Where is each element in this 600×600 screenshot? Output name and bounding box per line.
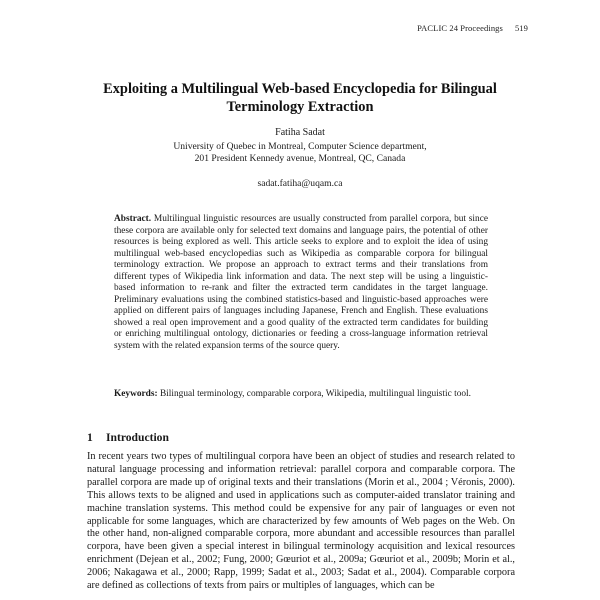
paper-title: Exploiting a Multilingual Web-based Encyclopedia for Bilingual Terminology Extraction (103, 81, 497, 115)
section-heading (87, 431, 169, 444)
section-body: In recent years two types of multilingual corpora have been an object of studies and research related to natural language processing and information retrieval: parallel corpora and comparable corpora. The parallel corpora are made up of original texts and their translations (Morin et al., 2004 ; Véronis, 2000). This allows texts to be aligned and used in applications such as computer-aided translator training and machine translation systems. This method could be expensive for any pair of languages or even not applicable for some languages, which are characterized by few amounts of Web pages on the Web. On the other hand, non-aligned comparable corpora, more abundant and accessible resources than parallel corpora, have been given a special interest in bilingual terminology acquisition and lexical resources enrichment (Dejean et al., 2002; Fung, 2000; Gœuriot et al., 2009a; Gœuriot et al., 2009b; Morin et al., 2006; Nakagawa et al., 2000; Rapp, 1999; Sadat et al., 2003; Sadat et al., 2004). Comparable corpora are defined as collections of texts from pairs or multiples of languages, which can be (87, 451, 515, 592)
author-email: sadat.fatiha@uqam.ca (257, 178, 343, 189)
keywords-text: Bilingual terminology, comparable corpora, Wikipedia, multilingual linguistic tool. (159, 389, 471, 399)
affiliation-line-1: University of Quebec in Montreal, Computer Science department, (173, 141, 427, 152)
abstract-text: Multilingual linguistic resources are usually constructed from parallel corpora, but since these corpora are available only for selected text domains and language pairs, the potential of other resources is being explored as well. This article seeks to explore and to exploit the idea of using multilingual web-based encyclopedias such as Wikipedia as comparable corpora for bilingual terminology extraction. We propose an approach to extract terms and their translations from different types of Wikipedia link information and data. The next step will be using a linguistic-based information to re-rank and filter the extracted term candidates in the target language. Preliminary evaluations using the combined statistics-based and linguistic-based approaches were applied on different pairs of languages including Japanese, French and English. These evaluations showed a real open improvement and a good quality of the extracted term candidates for building or enriching multilingual ontology, dictionaries or feeding a cross-language information retrieval system with the related expansion terms of the source query. (114, 214, 488, 351)
abstract (114, 214, 488, 352)
abstract-label: Abstract. (114, 214, 152, 224)
section-number: 1 (87, 431, 93, 444)
author-affiliation (96, 141, 504, 164)
author-name: Fatiha Sadat (275, 127, 325, 138)
keywords-label: Keywords: (114, 389, 158, 399)
venue-label: PACLIC 24 Proceedings (417, 23, 503, 33)
affiliation-line-2: 201 President Kennedy avenue, Montreal, QC, Canada (194, 152, 406, 164)
running-header (417, 23, 528, 33)
page-number: 519 (514, 23, 528, 33)
keywords (114, 389, 488, 401)
section-title: Introduction (106, 431, 169, 444)
